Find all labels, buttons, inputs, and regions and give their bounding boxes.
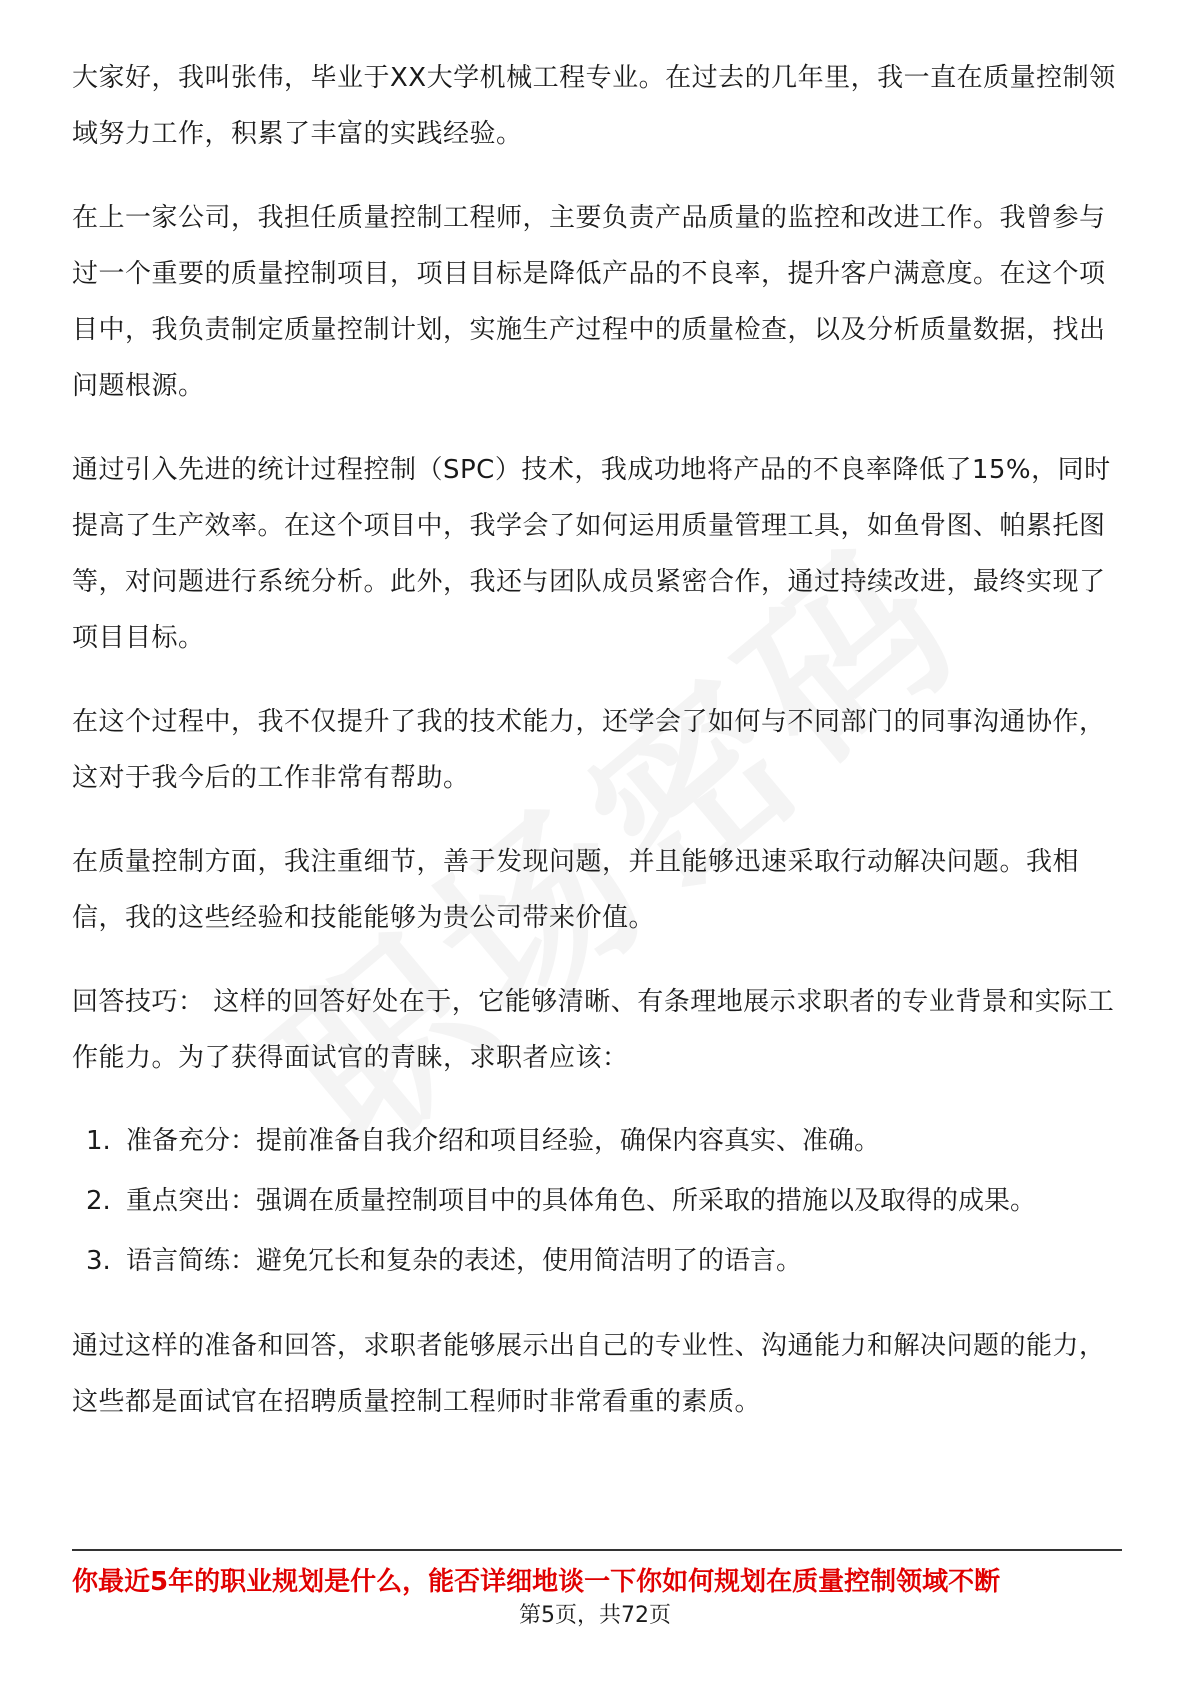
page-number: 第5页，共72页 (519, 1603, 671, 1628)
footer-divider (72, 1549, 1122, 1551)
list-number: 1. (86, 1126, 111, 1156)
list-item (72, 1234, 1122, 1288)
paragraph-answer-tips: 回答技巧： 这样的回答好处在于，它能够清晰、有条理地展示求职者的专业背景和实际工作能力。为了获得面试官的青睐，求职者应该： (72, 987, 1115, 1073)
list-item-text: 准备充分：提前准备自我介绍和项目经验，确保内容真实、准确。 (126, 1126, 881, 1156)
list-number: 2. (86, 1186, 111, 1216)
list-item (72, 1114, 1122, 1168)
paragraph-intro: 大家好，我叫张伟，毕业于XX大学机械工程专业。在过去的几年里，我一直在质量控制领域努力工作，积累了丰富的实践经验。 (72, 63, 1116, 149)
paragraph-closing: 通过这样的准备和回答，求职者能够展示出自己的专业性、沟通能力和解决问题的能力，这些都是面试官在招聘质量控制工程师时非常看重的素质。 (72, 1331, 1106, 1417)
list-number: 3. (86, 1246, 111, 1276)
list-item-text: 重点突出：强调在质量控制项目中的具体角色、所采取的措施以及取得的成果。 (126, 1186, 1037, 1216)
main-content (72, 50, 1122, 1458)
paragraph-spc-result: 通过引入先进的统计过程控制（SPC）技术，我成功地将产品的不良率降低了15%，同时提高了生产效率。在这个项目中，我学会了如何运用质量管理工具，如鱼骨图、帕累托图等，对问题进行系统分析。此外，我还与团队成员紧密合作，通过持续改进，最终实现了项目目标。 (72, 455, 1111, 653)
paragraph-previous-job: 在上一家公司，我担任质量控制工程师，主要负责产品质量的监控和改进工作。我曾参与过一个重要的质量控制项目，项目目标是降低产品的不良率，提升客户满意度。在这个项目中，我负责制定质量控制计划，实施生产过程中的质量检查，以及分析质量数据，找出问题根源。 (72, 203, 1106, 401)
list-item-text: 语言简练：避免冗长和复杂的表述，使用简洁明了的语言。 (126, 1246, 803, 1276)
tips-list (72, 1114, 1122, 1288)
next-question-heading: 你最近5年的职业规划是什么，能否详细地谈一下你如何规划在质量控制领域不断 (72, 1567, 1001, 1597)
list-item (72, 1174, 1122, 1228)
paragraph-strengths: 在质量控制方面，我注重细节，善于发现问题，并且能够迅速采取行动解决问题。我相信，我的这些经验和技能能够为贵公司带来价值。 (72, 847, 1080, 933)
paragraph-growth: 在这个过程中，我不仅提升了我的技术能力，还学会了如何与不同部门的同事沟通协作，这对于我今后的工作非常有帮助。 (72, 707, 1106, 793)
